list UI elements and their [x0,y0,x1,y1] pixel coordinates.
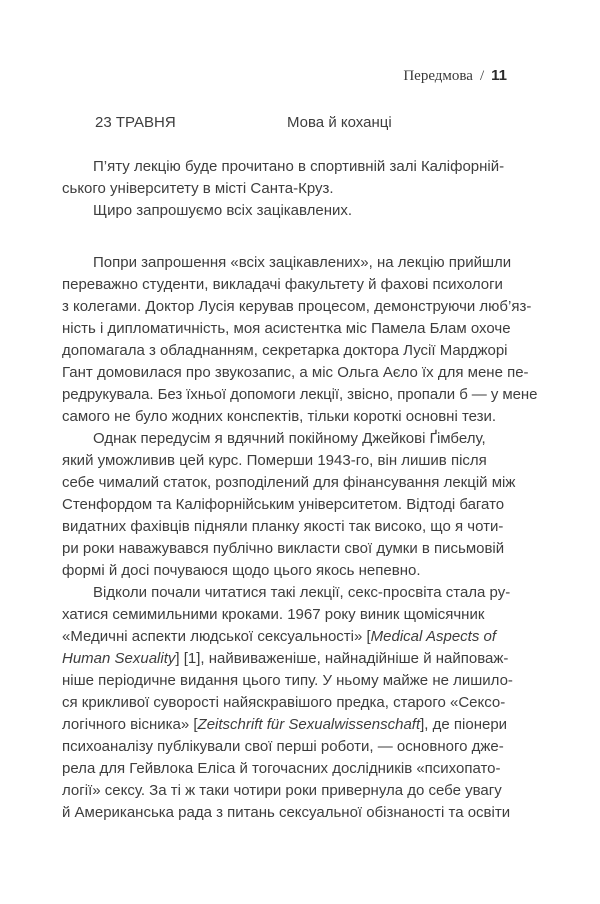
text-line [62,362,537,384]
text-segment: видатних фахівців підняли планку якості так високо, що я чоти- [62,518,504,535]
text-line [62,736,537,758]
paragraph [62,428,537,582]
text-segment: Гант домовилася про звукозапис, а міс Ольга Аєло їх для мене пе- [62,364,529,381]
body-text [62,156,537,824]
text-segment: переважно студенти, викладачі факультету й фахові психологи [62,276,503,293]
text-line [62,450,537,472]
text-segment: Попри запрошення «всіх зацікавлених», на лекцію прийшли [93,254,512,271]
text-segment: ся крикливої суворості найяскравішого предка, старого «Сексо- [62,694,506,711]
text-line [62,714,537,736]
text-segment: й Американська рада з питань сексуальної обізнаності та освіти [62,804,511,821]
paragraph [62,200,537,222]
text-line [62,626,537,648]
text-segment: Щиро запрошуємо всіх зацікавлених. [93,202,353,219]
text-line [62,802,537,824]
text-line [62,252,537,274]
text-segment: ], де піонери [420,716,508,733]
text-line [62,494,537,516]
text-line [62,428,537,450]
text-segment: самого не було жодних конспектів, тільки короткі основні тези. [62,408,497,425]
text-segment: ського університету в місті Санта-Круз. [62,180,334,197]
text-line [62,516,537,538]
text-segment: ри роки наважувався публічно викласти свої думки в письмовій [62,540,505,557]
text-line [62,406,537,428]
lecture-title: Мова й коханці [287,114,392,131]
text-segment: допомагала з обладнанням, секретарка доктора Лусії Марджорі [62,342,508,359]
running-header-chapter: Передмова [403,68,473,84]
text-segment: редрукувала. Без їхньої допомоги лекції, звісно, пропали б — у мене [62,386,538,403]
text-segment: хатися семимильними кроками. 1967 року виник щомісячник [62,606,485,623]
text-line [62,670,537,692]
text-line [62,384,537,406]
text-segment: рела для Гейвлока Еліса й тогочасних дослідників «психопато- [62,760,501,777]
italic-citation: Human Sexuality [62,650,176,667]
text-segment: «Медичні аспекти людської сексуальності» [ [62,628,371,645]
text-segment: який уможливив цей курс. Померши 1943-го, він лишив після [62,452,487,469]
text-segment: психоаналізу публікували свої перші роботи, — основного дже- [62,738,504,755]
text-line [62,604,537,626]
text-segment: логії» сексу. За ті ж таки чотири роки привернула до себе увагу [62,782,502,799]
text-line [62,472,537,494]
text-line [62,318,537,340]
text-line [62,340,537,362]
text-segment: Однак передусім я вдячний покійному Джейкові Ґімбелу, [93,430,486,447]
text-segment: логічного вісника» [ [62,716,198,733]
text-segment: себе чималий статок, розподілений для фінансування лекцій між [62,474,516,491]
paragraph [62,252,537,428]
running-header-separator: / [479,68,485,84]
paragraph [62,582,537,824]
text-line [62,692,537,714]
page-number: 11 [491,67,507,84]
text-segment: П’яту лекцію буде прочитано в спортивній залі Каліфорній- [93,158,505,175]
text-line [62,582,537,604]
running-header [403,67,507,85]
text-segment: Відколи почали читатися такі лекції, секс-просвіта стала ру- [93,584,511,601]
lecture-header [95,114,537,134]
italic-citation: Zeitschrift für Sexualwissenschaft [197,716,421,733]
text-line [62,780,537,802]
text-segment: ність і дипломатичність, моя асистентка міс Памела Блам охоче [62,320,511,337]
text-segment: ] [1], найвиваженіше, найнадійніше й найповаж- [175,650,509,667]
text-segment: Стенфордом та Каліфорнійським університетом. Відтоді багато [62,496,505,513]
italic-citation: Medical Aspects of [370,628,497,645]
text-segment: ніше періодичне видання цього типу. У ньому майже не лишило- [62,672,513,689]
text-line [62,274,537,296]
text-line [62,178,537,200]
text-line [62,758,537,780]
text-line [62,200,537,222]
text-line [62,560,537,582]
paragraph [62,156,537,200]
text-line [62,296,537,318]
text-segment: формі й досі почуваюся щодо цього якось непевно. [62,562,421,579]
text-line [62,648,537,670]
text-line [62,156,537,178]
lecture-date: 23 ТРАВНЯ [95,114,176,131]
text-line [62,538,537,560]
text-segment: з колегами. Доктор Лусія керував процесом, демонструючи люб’яз- [62,298,532,315]
